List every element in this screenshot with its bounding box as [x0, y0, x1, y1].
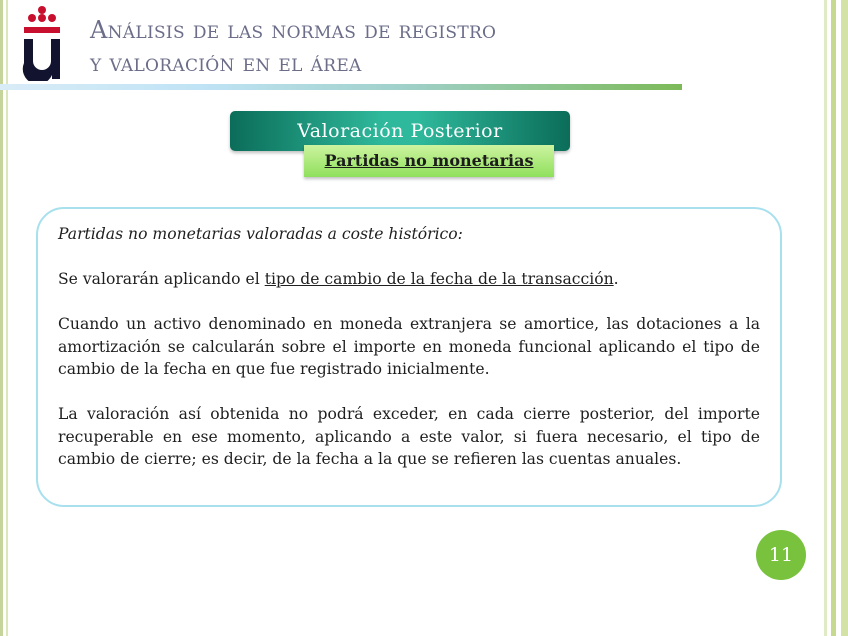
page-title [90, 14, 496, 80]
university-logo [20, 5, 64, 81]
header-divider [0, 84, 682, 90]
page-number-badge: 11 [756, 530, 806, 580]
content-heading: Partidas no monetarias valoradas a coste histórico: [58, 225, 463, 243]
right-border-stripe-outer [841, 0, 848, 636]
logo-dot [28, 14, 36, 22]
content-paragraph-3: La valoración así obtenida no podrá exceder, en cada cierre posterior, del importe recuperable en ese momento, aplicando a este valor, si fuera necesario, el tipo de cambio de cierre; es decir, de la fecha a la que se refieren las cuentas anuales. [58, 405, 760, 468]
content-paragraph-1 [58, 268, 760, 291]
content-box [36, 207, 782, 507]
logo-dot [48, 14, 56, 22]
left-border-stripe-inner [6, 0, 8, 636]
section-title-banner: Valoración Posterior [230, 111, 570, 151]
left-border-stripe [0, 0, 3, 636]
paragraph-1-text: Se valorarán aplicando el [58, 270, 265, 288]
page-title-line-1: Análisis de las normas de registro [90, 16, 497, 44]
logo-bar [24, 27, 60, 33]
right-border-stripe [831, 0, 836, 636]
logo-letter-u [23, 39, 60, 81]
content-paragraph-2: Cuando un activo denominado en moneda extranjera se amortice, las dotaciones a la amortización se calcularán sobre el importe en moneda funcional aplicando el tipo de cambio de la fecha en que fue registrado inicialmente. [58, 315, 760, 378]
paragraph-1-underlined-text: tipo de cambio de la fecha de la transacción [264, 270, 614, 288]
page-title-line-2: y valoración en el área [90, 49, 362, 77]
right-border-stripe-inner [824, 0, 827, 636]
logo-dot [38, 14, 46, 22]
subsection-label: Partidas no monetarias [304, 145, 554, 177]
logo-dot [38, 6, 46, 14]
paragraph-1-end: . [613, 270, 619, 288]
